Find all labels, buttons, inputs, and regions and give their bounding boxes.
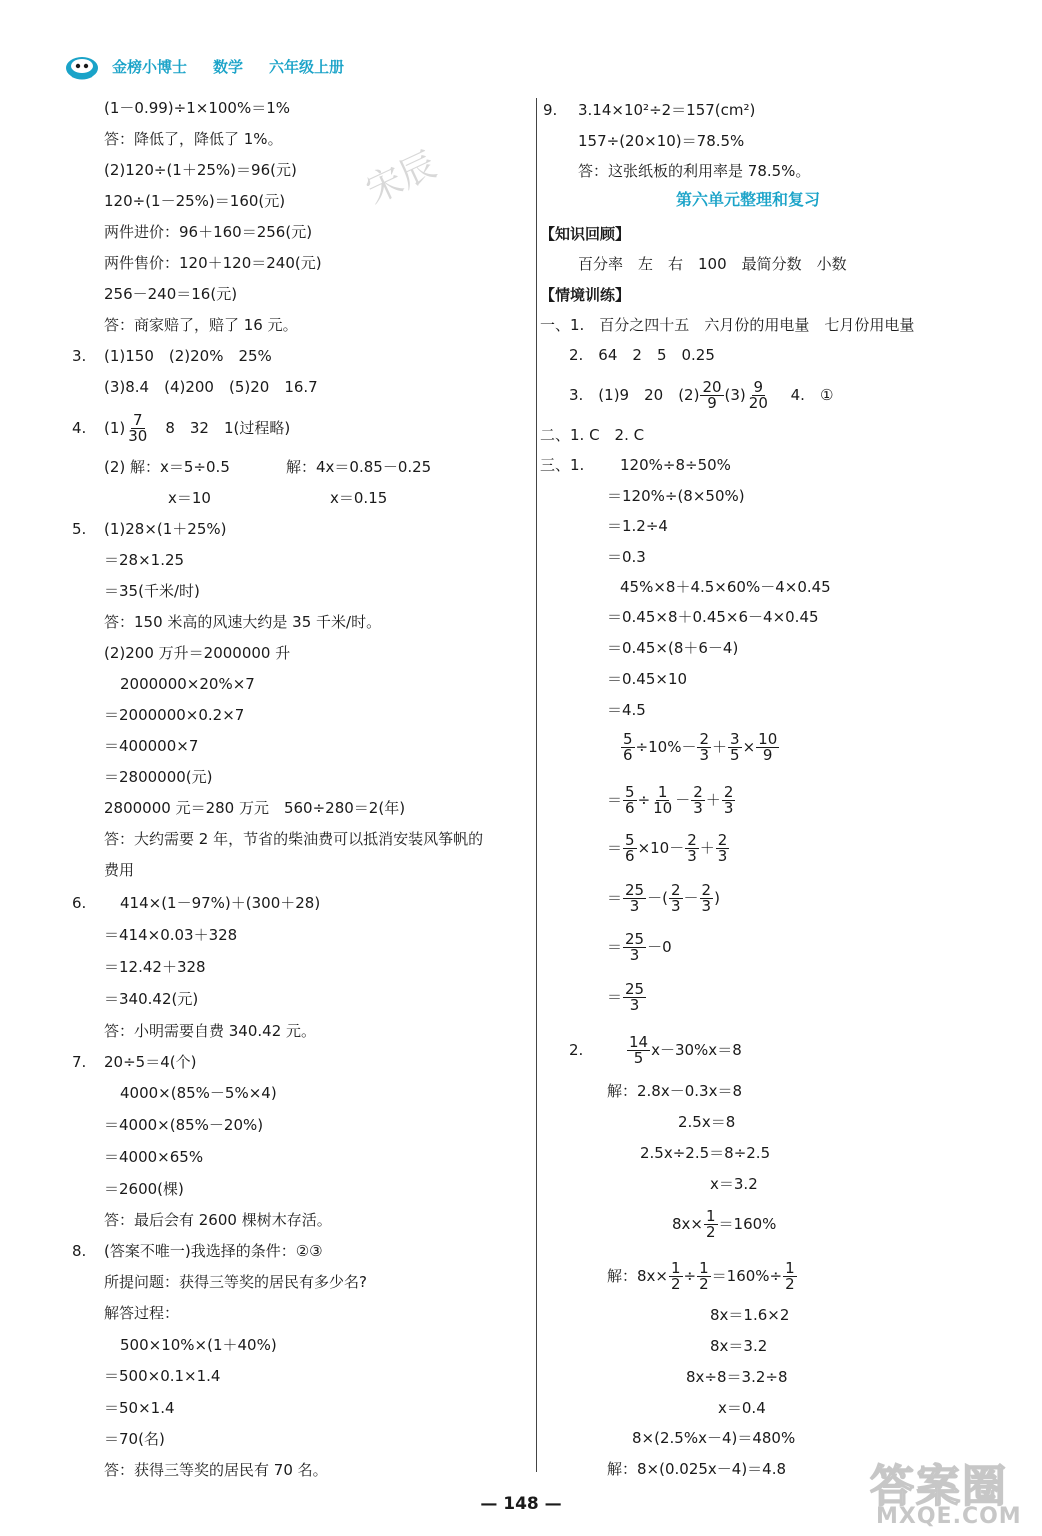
calc-line-fraction bbox=[607, 828, 730, 868]
brand-title: 金榜小博士 bbox=[112, 57, 188, 76]
answer-line: (2) 解：x＝5÷0.5 bbox=[104, 458, 230, 476]
numerator: 3 bbox=[730, 730, 740, 748]
watermark-corner-logo bbox=[870, 1450, 1030, 1530]
text: (1) bbox=[104, 419, 126, 437]
operator: － bbox=[675, 791, 691, 809]
fraction bbox=[627, 1035, 650, 1066]
denominator: 20 bbox=[748, 394, 768, 412]
text: 解：8x× bbox=[607, 1267, 668, 1285]
denominator: 2 bbox=[699, 1275, 709, 1293]
question-number: 7. bbox=[72, 1053, 87, 1071]
operator: － bbox=[683, 889, 699, 907]
numerator: 1 bbox=[657, 783, 668, 801]
answer-line-fraction bbox=[104, 408, 290, 448]
answer-line: 答：商家赔了，赔了 16 元。 bbox=[104, 316, 298, 334]
denominator: 3 bbox=[699, 746, 710, 764]
denominator: 3 bbox=[723, 799, 734, 817]
operator: ÷ bbox=[637, 791, 651, 809]
numerator: 25 bbox=[625, 980, 645, 998]
operator: ＝ bbox=[607, 938, 623, 956]
fraction bbox=[623, 833, 637, 864]
numerator: 2 bbox=[687, 831, 697, 849]
numerator: 1 bbox=[699, 1259, 709, 1277]
operator: ＝ bbox=[607, 889, 623, 907]
answer-line: ＝2800000(元) bbox=[104, 768, 213, 786]
denominator: 2 bbox=[785, 1275, 795, 1293]
calc-line: ＝0.3 bbox=[607, 548, 646, 566]
question-number: 2. bbox=[569, 1041, 584, 1059]
calc-line-fraction bbox=[607, 977, 647, 1017]
denominator: 3 bbox=[687, 847, 697, 865]
answer-line: 所提问题：获得三等奖的居民有多少名? bbox=[104, 1273, 367, 1291]
answer-line: ＝414×0.03＋328 bbox=[104, 926, 238, 944]
numerator: 2 bbox=[670, 881, 681, 899]
operator: ＋ bbox=[712, 738, 728, 756]
column-divider bbox=[536, 98, 537, 1472]
calc-line: ＝4.5 bbox=[607, 701, 646, 719]
denominator: 6 bbox=[625, 847, 635, 865]
denominator: 5 bbox=[633, 1049, 644, 1067]
numerator: 9 bbox=[753, 378, 764, 396]
answer-line: ＝28×1.25 bbox=[104, 551, 185, 569]
calc-line-fraction bbox=[607, 780, 736, 820]
watermark-stamp: 宋辰 bbox=[359, 144, 443, 213]
answer-line: 费用 bbox=[104, 861, 135, 879]
denominator: 9 bbox=[762, 746, 773, 764]
answer-line: 答：最后会有 2600 棵树木存活。 bbox=[104, 1211, 332, 1229]
text: 4. ① bbox=[770, 386, 834, 404]
fraction bbox=[685, 833, 699, 864]
answer-line: x＝0.15 bbox=[330, 489, 388, 507]
answer-line: 256－240＝16(元) bbox=[104, 285, 238, 303]
answer-line: 答：获得三等奖的居民有 70 名。 bbox=[104, 1461, 328, 1479]
fraction bbox=[700, 883, 714, 914]
calc-line: ＝120%÷(8×50%) bbox=[607, 487, 745, 505]
equation-line: 8x÷8＝3.2÷8 bbox=[686, 1368, 788, 1386]
denominator: 3 bbox=[629, 946, 640, 964]
denominator: 5 bbox=[730, 746, 740, 764]
answer-line: 两件进价：96＋160＝256(元) bbox=[104, 223, 313, 241]
numerator: 1 bbox=[785, 1259, 795, 1277]
numerator: 7 bbox=[133, 411, 143, 429]
numerator: 2 bbox=[701, 881, 712, 899]
calc-line-fraction bbox=[620, 727, 780, 767]
answer-line: (2)200 万升＝2000000 升 bbox=[104, 644, 291, 662]
equation-line: 8×(2.5%x－4)＝480% bbox=[632, 1429, 796, 1447]
equation-line: 解：2.8x－0.3x＝8 bbox=[607, 1082, 743, 1100]
answer-line: x＝10 bbox=[168, 489, 211, 507]
answer-line: 两件售价：120＋120＝240(元) bbox=[104, 254, 322, 272]
answer-line: 百分率 左 右 100 最简分数 小数 bbox=[578, 255, 847, 273]
answer-line: ＝70(名) bbox=[104, 1430, 165, 1448]
text: ＝160%÷ bbox=[711, 1267, 783, 1285]
answer-line: ＝12.42＋328 bbox=[104, 958, 206, 976]
text: 3. (1)9 20 (2) bbox=[569, 386, 700, 404]
question-number: 5. bbox=[72, 520, 87, 538]
answer-line: 2000000×20%×7 bbox=[120, 675, 255, 693]
operator: ＝ bbox=[607, 791, 623, 809]
answer-line: 3.14×10²÷2＝157(cm²) bbox=[578, 101, 756, 119]
equation-line: 2.5x＝8 bbox=[678, 1113, 736, 1131]
numerator: 1 bbox=[706, 1207, 716, 1225]
numerator: 2 bbox=[693, 783, 703, 801]
numerator: 10 bbox=[758, 730, 778, 748]
answer-line: 解：4x＝0.85－0.25 bbox=[286, 458, 432, 476]
fraction bbox=[697, 1261, 711, 1292]
answer-line: ＝4000×(85%－20%) bbox=[104, 1116, 264, 1134]
numerator: 20 bbox=[702, 378, 722, 396]
answer-line-fraction bbox=[569, 375, 833, 415]
denominator: 3 bbox=[670, 897, 681, 915]
numerator: 5 bbox=[623, 730, 633, 748]
denominator: 6 bbox=[625, 799, 635, 817]
operator: ＋ bbox=[705, 791, 721, 809]
denominator: 3 bbox=[629, 897, 640, 915]
answer-line: 157÷(20×10)＝78.5% bbox=[578, 132, 745, 150]
question-number: 8. bbox=[72, 1242, 87, 1260]
calc-line: 45%×8＋4.5×60%－4×0.45 bbox=[620, 578, 831, 596]
denominator: 3 bbox=[701, 897, 712, 915]
fraction bbox=[623, 883, 646, 914]
calc-line-fraction bbox=[607, 927, 672, 967]
numerator: 2 bbox=[699, 730, 710, 748]
fraction bbox=[623, 982, 646, 1013]
text: ÷ bbox=[683, 1267, 697, 1285]
question-number: 4. bbox=[72, 419, 87, 437]
answer-line: 解答过程： bbox=[104, 1304, 180, 1322]
calc-line: ＝0.45×10 bbox=[607, 670, 688, 688]
answer-line: (1)28×(1＋25%) bbox=[104, 520, 227, 538]
denominator: 3 bbox=[693, 799, 703, 817]
answer-line: 2800000 元＝280 万元 560÷280＝2(年) bbox=[104, 799, 406, 817]
fraction bbox=[716, 833, 730, 864]
text: 8 32 1(过程略) bbox=[150, 419, 291, 437]
fraction bbox=[704, 1209, 718, 1240]
operator: ＝ bbox=[607, 839, 623, 857]
equation-line-fraction bbox=[607, 1256, 798, 1296]
answer-line: (2)120÷(1＋25%)＝96(元) bbox=[104, 161, 297, 179]
section-heading: 【知识回顾】 bbox=[540, 225, 631, 243]
answer-line: ＝340.42(元) bbox=[104, 990, 199, 1008]
text: 8x× bbox=[672, 1215, 703, 1233]
grade-title: 六年级上册 bbox=[269, 57, 345, 76]
numerator: 5 bbox=[625, 831, 635, 849]
answer-line: (1－0.99)÷1×100%＝1% bbox=[104, 99, 291, 117]
answer-line: 答：大约需要 2 年，节省的柴油费可以抵消安装风筝帆的 bbox=[104, 830, 484, 848]
fraction bbox=[651, 785, 674, 816]
answer-line: 二、1. C 2. C bbox=[540, 426, 645, 444]
numerator: 1 bbox=[671, 1259, 681, 1277]
denominator: 3 bbox=[629, 996, 640, 1014]
calc-line: ＝0.45×(8＋6－4) bbox=[607, 639, 739, 657]
subject-title: 数学 bbox=[213, 57, 244, 76]
answer-line: 2. 64 2 5 0.25 bbox=[569, 346, 715, 364]
section-heading: 【情境训练】 bbox=[540, 286, 631, 304]
operator: ) bbox=[714, 889, 720, 907]
numerator: 14 bbox=[629, 1033, 649, 1051]
fraction bbox=[700, 380, 723, 411]
equation-line: 解：8×(0.025x－4)＝4.8 bbox=[607, 1460, 787, 1478]
calc-line: 120%÷8÷50% bbox=[620, 456, 731, 474]
answer-line: (答案不唯一)我选择的条件：②③ bbox=[104, 1242, 323, 1260]
fraction bbox=[621, 732, 635, 763]
answer-line: 答：150 米高的风速大约是 35 千米/时。 bbox=[104, 613, 382, 631]
answer-line: 414×(1－97%)＋(300＋28) bbox=[120, 894, 321, 912]
equation-line: 2.5x÷2.5＝8÷2.5 bbox=[640, 1144, 771, 1162]
equation-line: 8x＝1.6×2 bbox=[710, 1306, 790, 1324]
denominator: 3 bbox=[717, 847, 728, 865]
operator: ＋ bbox=[699, 839, 715, 857]
denominator: 30 bbox=[128, 427, 148, 445]
question-number: 9. bbox=[543, 101, 558, 119]
answer-line: 答：这张纸板的利用率是 78.5%。 bbox=[578, 162, 811, 180]
calc-line: ＝0.45×8＋0.45×6－4×0.45 bbox=[607, 608, 819, 626]
calc-line-fraction bbox=[607, 878, 720, 918]
answer-line: 20÷5＝4(个) bbox=[104, 1053, 197, 1071]
equation-line: x＝3.2 bbox=[710, 1175, 758, 1193]
mascot-logo-icon bbox=[64, 51, 100, 81]
denominator: 2 bbox=[706, 1223, 716, 1241]
answer-line: 一、1. 百分之四十五 六月份的用电量 七月份用电量 bbox=[540, 316, 915, 334]
operator: ÷10%－ bbox=[635, 738, 697, 756]
equation-line: 8x＝3.2 bbox=[710, 1337, 768, 1355]
question-number: 3. bbox=[72, 347, 87, 365]
fraction bbox=[669, 1261, 683, 1292]
operator: －( bbox=[647, 889, 668, 907]
denominator: 2 bbox=[671, 1275, 681, 1293]
denominator: 10 bbox=[653, 799, 673, 817]
fraction bbox=[126, 413, 149, 444]
fraction bbox=[697, 732, 711, 763]
fraction bbox=[623, 785, 637, 816]
watermark-corner-text: 答案圈 bbox=[870, 1461, 1008, 1512]
answer-line: (1)150 (2)20% 25% bbox=[104, 347, 272, 365]
answer-line: ＝2000000×0.2×7 bbox=[104, 706, 245, 724]
denominator: 6 bbox=[623, 746, 633, 764]
numerator: 2 bbox=[717, 831, 728, 849]
text: x－30%x＝8 bbox=[651, 1041, 742, 1059]
section-title: 第六单元整理和复习 bbox=[676, 190, 821, 209]
fraction bbox=[623, 932, 646, 963]
text: (3) bbox=[724, 386, 746, 404]
fraction bbox=[728, 732, 742, 763]
denominator: 9 bbox=[707, 394, 717, 412]
answer-line: ＝4000×65% bbox=[104, 1148, 204, 1166]
answer-line: ＝400000×7 bbox=[104, 737, 199, 755]
fraction bbox=[669, 883, 683, 914]
calc-line: ＝1.2÷4 bbox=[607, 517, 668, 535]
equation-line-fraction bbox=[672, 1204, 776, 1244]
answer-line: 答：小明需要自费 340.42 元。 bbox=[104, 1022, 317, 1040]
answer-line: ＝50×1.4 bbox=[104, 1399, 175, 1417]
fraction bbox=[691, 785, 705, 816]
numerator: 5 bbox=[625, 783, 635, 801]
operator: －0 bbox=[647, 938, 672, 956]
equation-line-fraction bbox=[626, 1030, 742, 1070]
numerator: 2 bbox=[723, 783, 734, 801]
answer-line: 4000×(85%－5%×4) bbox=[120, 1084, 277, 1102]
answer-line: ＝2600(棵) bbox=[104, 1180, 184, 1198]
page-header bbox=[64, 48, 370, 84]
watermark-corner-url: MXQE.COM bbox=[876, 1504, 1022, 1529]
fraction bbox=[722, 785, 736, 816]
answer-line: 答：降低了，降低了 1%。 bbox=[104, 130, 283, 148]
numerator: 25 bbox=[625, 930, 645, 948]
equation-line: x＝0.4 bbox=[718, 1399, 766, 1417]
answer-line: (3)8.4 (4)200 (5)20 16.7 bbox=[104, 378, 318, 396]
answer-line: ＝35(千米/时) bbox=[104, 582, 200, 600]
answer-line: 三、1. bbox=[540, 456, 585, 474]
operator: × bbox=[742, 738, 756, 756]
fraction bbox=[747, 380, 770, 411]
operator: ＝ bbox=[607, 988, 623, 1006]
question-number: 6. bbox=[72, 894, 87, 912]
numerator: 25 bbox=[625, 881, 645, 899]
answer-line: 500×10%×(1＋40%) bbox=[120, 1336, 277, 1354]
page-number: — 148 — bbox=[480, 1494, 562, 1514]
fraction bbox=[783, 1261, 797, 1292]
text: ＝160% bbox=[718, 1215, 777, 1233]
answer-line: ＝500×0.1×1.4 bbox=[104, 1367, 221, 1385]
fraction bbox=[756, 732, 779, 763]
answer-line: 120÷(1－25%)＝160(元) bbox=[104, 192, 286, 210]
operator: ×10－ bbox=[637, 839, 685, 857]
